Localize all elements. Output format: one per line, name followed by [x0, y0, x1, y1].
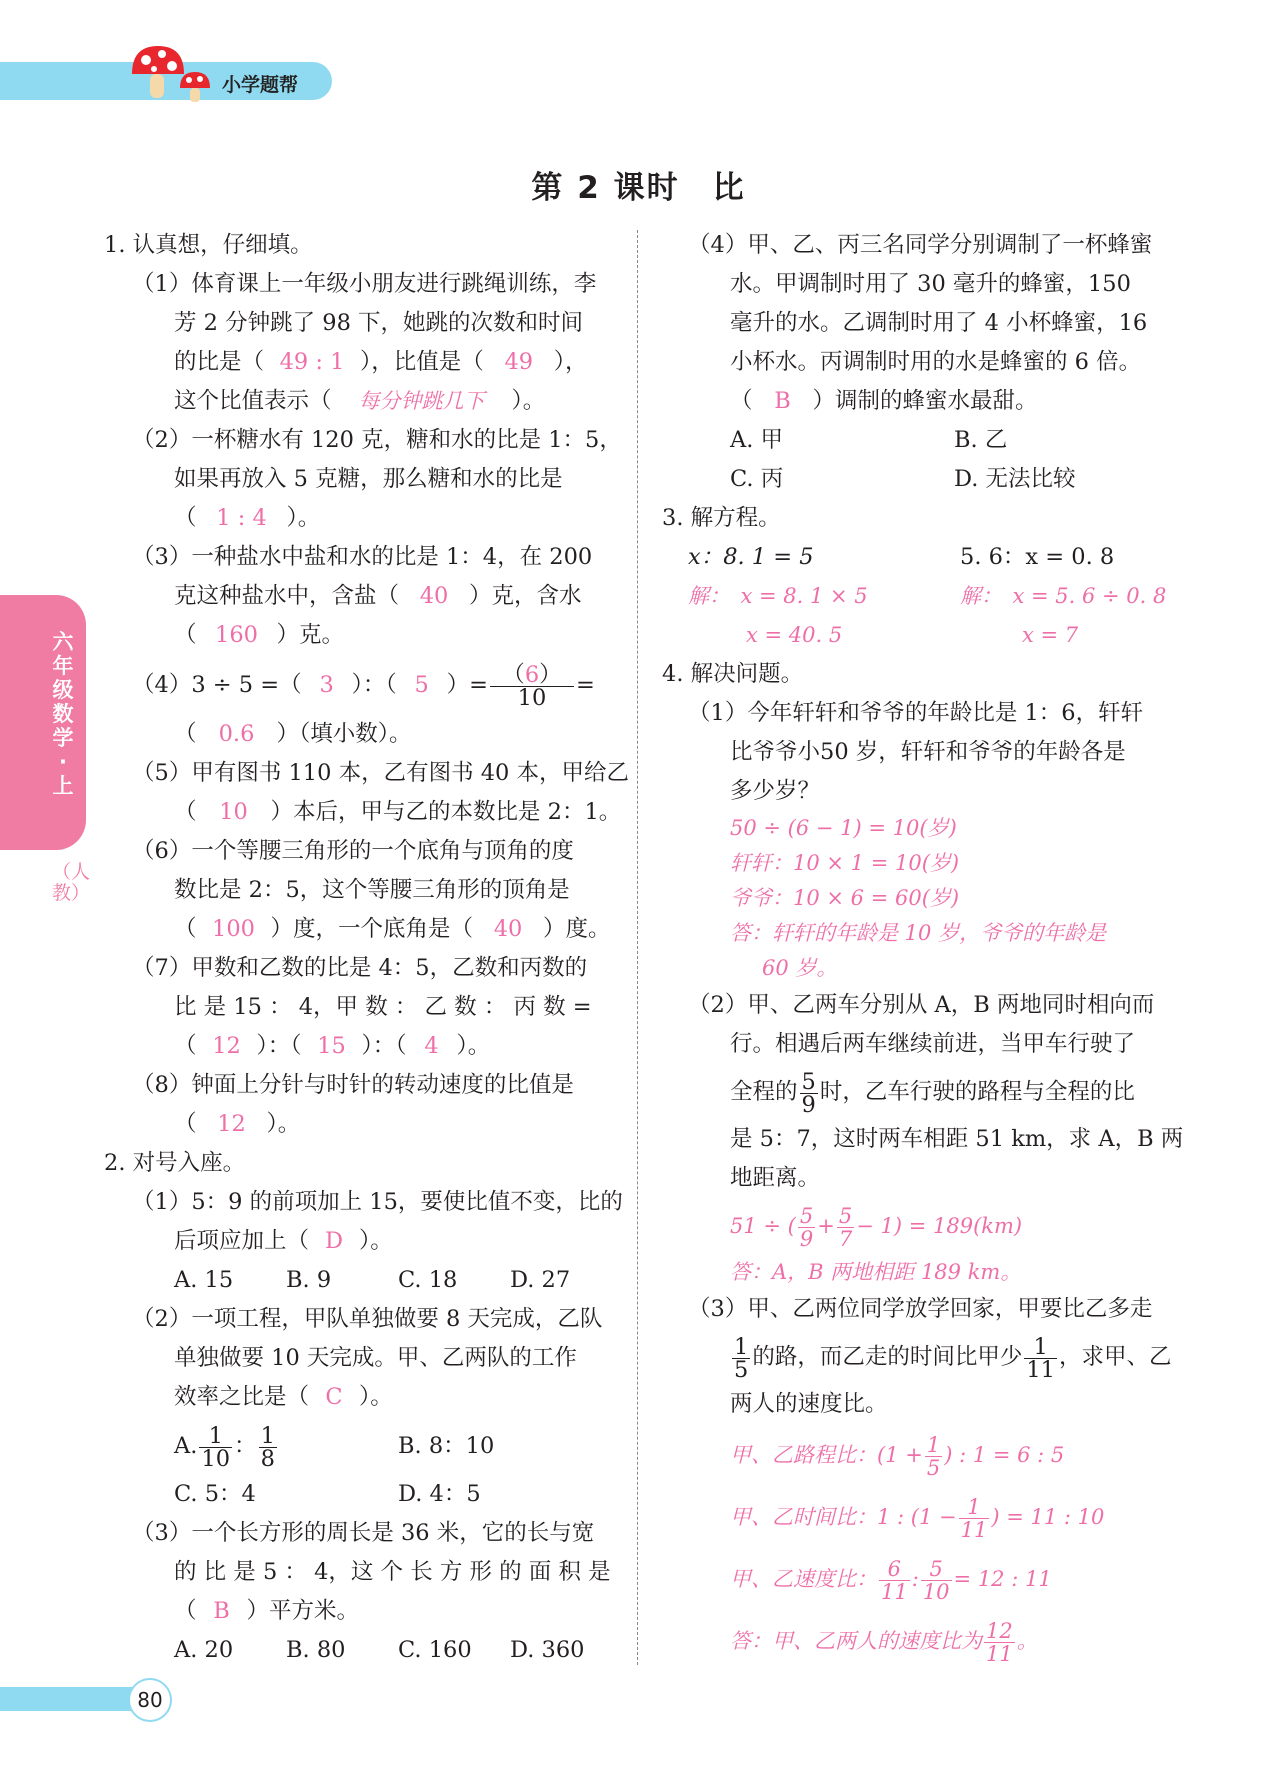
question-2-2: （2）一项工程，甲队单独做要 8 天完成，乙队 单独做要 10 天完成。甲、乙两队的工作 效率之比是（ C ）。 A. $\frac{1}{10}$ ： $\frac{1}{8}$ B. 8：10 C. 5：4 D. 4：5	[104, 1300, 624, 1514]
brand-label: 小学题帮	[222, 74, 299, 96]
answer: 40	[419, 583, 449, 609]
problem-4-1: （1）今年轩轩和爷爷的年龄比是 1：6，轩轩 比爷爷小50 岁，轩轩和爷爷的年龄各是 多少岁？ 50 ÷ (6 − 1) = 10(岁) 轩轩：10 × 1 = 10(岁) 爷爷：10 × 6 = 60(岁) 答：轩轩的年龄是 10 岁，爷爷的年龄是 60 岁。	[662, 694, 1182, 986]
answer: 15	[317, 1033, 346, 1059]
question-1-2: （2）一杯糖水有 120 克，糖和水的比是 1：5， 如果再放入 5 克糖，那么糖和水的比是 （ 1 : 4 ）。	[104, 421, 624, 538]
answer: 5	[414, 672, 429, 698]
column-divider	[637, 230, 638, 1665]
answer: 爷爷：10 × 6 = 60(岁)	[730, 886, 960, 910]
footer-bar	[0, 1687, 140, 1711]
question-1-1: （1）体育课上一年级小朋友进行跳绳训练，李 芳 2 分钟跳了 98 下，她跳的次数和时间 的比是（ 49 : 1 ），比值是（ 49 ）， 这个比值表示（ 每分钟跳几下 ）。	[104, 265, 624, 421]
answer: C	[325, 1384, 343, 1410]
edition-label: （人教）	[52, 861, 91, 904]
options: A. 甲 B. 乙	[730, 427, 1008, 453]
question-1-6: （6）一个等腰三角形的一个底角与顶角的度 数比是 2：5，这个等腰三角形的顶角是 （ 100 ）度，一个底角是（ 40 ）度。	[104, 832, 624, 949]
section-heading: 1. 认真想，仔细填。	[104, 232, 313, 258]
problem-4-2: （2）甲、乙两车分别从 A，B 两地同时相向而 行。相遇后两车继续前进，当甲车行驶了 全程的 $\frac{5}{9}$ 时，乙车行驶的路程与全程的比 是 5：7，这时两车相距 51 km，求 A，B 两 地距离。 51 ÷ ( $\frac{5}{9}$ + $\frac{5}{7}$ − 1) = 189(km) 答：A，B 两地相距 189 km。	[662, 986, 1182, 1290]
page-number: 80	[128, 1678, 172, 1722]
answer: 60 岁。	[762, 956, 838, 980]
answer: 每分钟跳几下	[358, 389, 485, 413]
options: A. 20 B. 80 C. 160 D. 360	[174, 1637, 585, 1663]
answer: B	[213, 1598, 230, 1624]
options: A. $\frac{1}{10}$ ： $\frac{1}{8}$ B. 8：10	[174, 1422, 495, 1472]
answer: 51 ÷ ( $\frac{5}{9}$ + $\frac{5}{7}$ − 1) = 189(km)	[730, 1204, 1023, 1251]
answer: 轩轩：10 × 1 = 10(岁)	[730, 851, 960, 875]
small-mushroom-icon	[178, 70, 212, 104]
answer: 49 : 1	[279, 349, 345, 375]
equations: x：8. 1 = 5 5. 6：x = 0. 8 解： x = 8. 1 × 5 解： x = 5. 6 ÷ 0. 8 x = 40. 5 x = 7	[662, 538, 1182, 655]
question-2-1: （1）5：9 的前项加上 15，要使比值不变，比的 后项应加上（ D ）。 A. 15 B. 9 C. 18 D. 27	[104, 1183, 624, 1300]
answer: 12	[217, 1111, 246, 1137]
answer: 50 ÷ (6 − 1) = 10(岁)	[730, 816, 957, 840]
question-1-8: （8）钟面上分针与时针的转动速度的比值是 （ 12 ）。	[104, 1066, 624, 1144]
answer: B	[774, 388, 791, 414]
answer: x = 7	[1022, 623, 1079, 647]
answer: 100	[212, 916, 255, 942]
question-1-3: （3）一种盐水中盐和水的比是 1：4，在 200 克这种盐水中，含盐（ 40 ）克，含水 （ 160 ）克。	[104, 538, 624, 655]
section-heading: 3. 解方程。	[662, 505, 781, 531]
grade-label: 六年级数学·上	[52, 630, 74, 798]
answer: 10	[219, 799, 248, 825]
page-title: 第 2 课时 比	[531, 170, 746, 206]
answer: 40	[493, 916, 523, 942]
answer: 解： x = 8. 1 × 5	[688, 584, 868, 608]
question-2-3: （3）一个长方形的周长是 36 米，它的长与宽 的 比 是 5 ： 4，这 个 长 方 形 的 面 积 是 （ B ）平方米。 A. 20 B. 80 C. 160 D. 360	[104, 1514, 624, 1670]
answer: 12	[212, 1033, 241, 1059]
answer: 甲、乙时间比：1 : (1 − $\frac{1}{11}$ ) = 11 : 10	[730, 1495, 1105, 1542]
answer: 甲、乙路程比：(1 + $\frac{1}{5}$ ) : 1 = 6 : 5	[730, 1433, 1065, 1480]
fraction: $\frac{(6)}{10}$	[490, 664, 574, 709]
answer: 解： x = 5. 6 ÷ 0. 8	[960, 584, 1167, 608]
fraction: $\frac{5}{9}$	[801, 1068, 816, 1118]
answer: 答：轩轩的年龄是 10 岁，爷爷的年龄是	[730, 921, 1107, 945]
answer: 4	[424, 1033, 439, 1059]
question-1-4: （4）3 ÷ 5 =（ 3 ）：（ 5 ）= $\frac{(6)}{10}$ = （ 0.6 ）（填小数）。	[104, 655, 624, 754]
question-1-5: （5）甲有图书 110 本，乙有图书 40 本，甲给乙 （ 10 ）本后，甲与乙的本数比是 2：1。	[104, 754, 624, 832]
answer: 3	[319, 672, 334, 698]
section-heading: 2. 对号入座。	[104, 1150, 246, 1176]
answer: 答：A，B 两地相距 189 km。	[730, 1260, 1022, 1284]
answer: 0.6	[218, 721, 255, 747]
answer: 甲、乙速度比： $\frac{6}{11}$ : $\frac{5}{10}$ = 12 : 11	[730, 1557, 1052, 1604]
answer: 49	[504, 349, 534, 375]
question-1-7: （7）甲数和乙数的比是 4：5，乙数和丙数的 比 是 15 ： 4，甲 数 ： 乙 数 ： 丙 数 = （ 12 ）：（ 15 ）：（ 4 ）。	[104, 949, 624, 1066]
problem-4-3: （3）甲、乙两位同学放学回家，甲要比乙多走 $\frac{1}{5}$ 的路，而乙走的时间比甲少 $\frac{1}{11}$ ，求甲、乙 两人的速度比。 甲、乙路程比：(1 + $\frac{1}{5}$ ) : 1 = 6 : 5 甲、乙时间比：1 : (1 − $\frac{1}{11}$ ) = 11 : 10 甲、乙速度比： $\frac{6}{11}$ : $\frac{5}{10}$ = 12 : 11 答：甲、乙两人的速度比为 $\frac{12}{11}$ 。	[662, 1290, 1182, 1672]
answer: x = 40. 5	[746, 623, 843, 647]
answer: 1 : 4	[216, 505, 267, 531]
right-column	[662, 226, 1182, 1672]
answer: D	[324, 1228, 344, 1254]
answer: 160	[215, 622, 258, 648]
section-heading: 4. 解决问题。	[662, 661, 804, 687]
options: A. 15 B. 9 C. 18 D. 27	[174, 1267, 571, 1293]
question-2-4: （4）甲、乙、丙三名同学分别调制了一杯蜂蜜 水。甲调制时用了 30 毫升的蜂蜜，150 毫升的水。乙调制时用了 4 小杯蜂蜜，16 小杯水。丙调制时用的水是蜂蜜的 6 倍。 （ B ）调制的蜂蜜水最甜。 A. 甲 B. 乙 C. 丙 D. 无法比较	[662, 226, 1182, 499]
left-column	[104, 226, 630, 1670]
answer: 答：甲、乙两人的速度比为 $\frac{12}{11}$ 。	[730, 1619, 1038, 1666]
